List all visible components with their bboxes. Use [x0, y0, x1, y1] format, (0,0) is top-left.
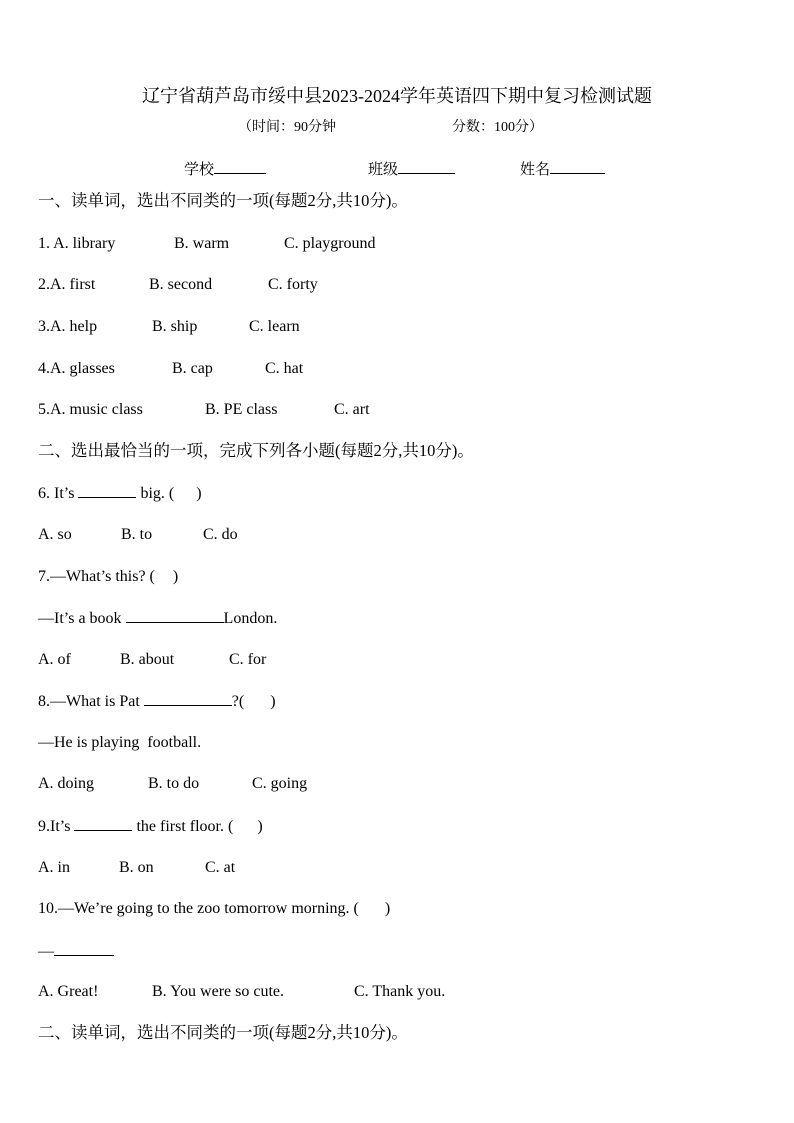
q3-option-c: C. learn	[249, 318, 300, 335]
q5-option-a: 5.A. music class	[38, 401, 143, 418]
q9-option-c: C. at	[205, 859, 236, 876]
q10-option-a: A. Great!	[38, 983, 99, 1000]
class-field[interactable]	[368, 159, 455, 180]
school-blank[interactable]	[214, 159, 266, 174]
page-title: 辽宁省葫芦岛市绥中县2023-2024学年英语四下期中复习检测试题	[142, 86, 652, 106]
q7-line-2-start: —It’s a book	[38, 610, 126, 627]
q7-line-2-end: London.	[223, 610, 278, 627]
name-blank[interactable]	[550, 159, 605, 174]
school-field[interactable]	[184, 159, 266, 180]
name-field[interactable]	[520, 159, 605, 180]
q9-close-paren: )	[257, 818, 263, 835]
q8-stem: 8.—What is Pat	[38, 693, 144, 710]
q9-option-b: B. on	[119, 859, 154, 876]
q5-option-c: C. art	[334, 401, 370, 418]
q1-option-a: 1. A. library	[38, 235, 116, 252]
q7-option-a: A. of	[38, 651, 71, 668]
q9-option-a: A. in	[38, 859, 70, 876]
question-9	[38, 816, 263, 837]
q7-stem: 7.—What’s this? (	[38, 568, 155, 585]
q6-close-paren: )	[196, 485, 202, 502]
q4-option-a: 4.A. glasses	[38, 360, 115, 377]
q6-stem: 6. It’s	[38, 485, 79, 502]
q4-option-b: B. cap	[172, 360, 213, 377]
q10-dash: —	[38, 943, 54, 960]
q6-blank[interactable]	[78, 483, 136, 498]
question-7	[38, 567, 178, 587]
school-label: 学校	[184, 162, 215, 178]
q9-stem-end: the first floor. (	[132, 818, 234, 835]
exam-time: （时间：90分钟	[238, 120, 336, 135]
section-heading-2: 二、选出最恰当的一项，完成下列各小题(每题2分,共10分)。	[38, 441, 474, 460]
q2-option-c: C. forty	[268, 276, 318, 293]
question-8	[38, 691, 276, 712]
class-label: 班级	[368, 162, 399, 178]
q8-option-c: C. going	[252, 775, 308, 792]
q7-line-2	[38, 608, 277, 629]
name-label: 姓名	[520, 162, 551, 178]
q7-option-b: B. about	[120, 651, 175, 668]
q6-option-a: A. so	[38, 526, 72, 543]
q7-option-c: C. for	[229, 651, 267, 668]
q5-option-b: B. PE class	[205, 401, 278, 418]
q10-option-b: B. You were so cute.	[152, 983, 284, 1000]
q6-option-b: B. to	[121, 526, 153, 543]
q2-option-a: 2.A. first	[38, 276, 96, 293]
q10-close-paren: )	[384, 900, 391, 917]
q9-blank[interactable]	[74, 816, 132, 831]
q8-blank[interactable]	[144, 691, 232, 706]
question-10	[38, 899, 390, 919]
q1-option-b: B. warm	[174, 235, 230, 252]
q3-option-b: B. ship	[152, 318, 198, 335]
question-1	[38, 234, 115, 254]
q8-option-b: B. to do	[148, 775, 200, 792]
q6-option-c: C. do	[203, 526, 238, 543]
q10-line-2	[38, 941, 114, 962]
q8-close-paren: )	[270, 693, 276, 710]
q9-stem: 9.It’s	[38, 818, 75, 835]
q1-option-c: C. playground	[284, 235, 376, 252]
question-6	[38, 483, 202, 504]
class-blank[interactable]	[398, 159, 455, 174]
q2-option-b: B. second	[149, 276, 213, 293]
q3-option-a: 3.A. help	[38, 318, 98, 335]
q4-option-c: C. hat	[265, 360, 304, 377]
exam-score: 分数：100分）	[452, 120, 543, 135]
q8-stem-end: ?(	[231, 693, 245, 710]
section-heading-1: 一、读单词，选出不同类的一项(每题2分,共10分)。	[38, 191, 408, 210]
q10-option-c: C. Thank you.	[354, 983, 446, 1000]
q7-close-paren: )	[172, 568, 179, 585]
q8-line-2: —He is playing football.	[38, 734, 202, 751]
section-heading-3: 二、读单词，选出不同类的一项(每题2分,共10分)。	[38, 1023, 408, 1042]
q7-blank[interactable]	[126, 608, 224, 623]
q8-option-a: A. doing	[38, 775, 94, 792]
q10-stem: 10.—We’re going to the zoo tomorrow morning. (	[38, 900, 359, 917]
q6-stem-end: big. (	[136, 485, 175, 502]
q10-blank[interactable]	[54, 941, 114, 956]
